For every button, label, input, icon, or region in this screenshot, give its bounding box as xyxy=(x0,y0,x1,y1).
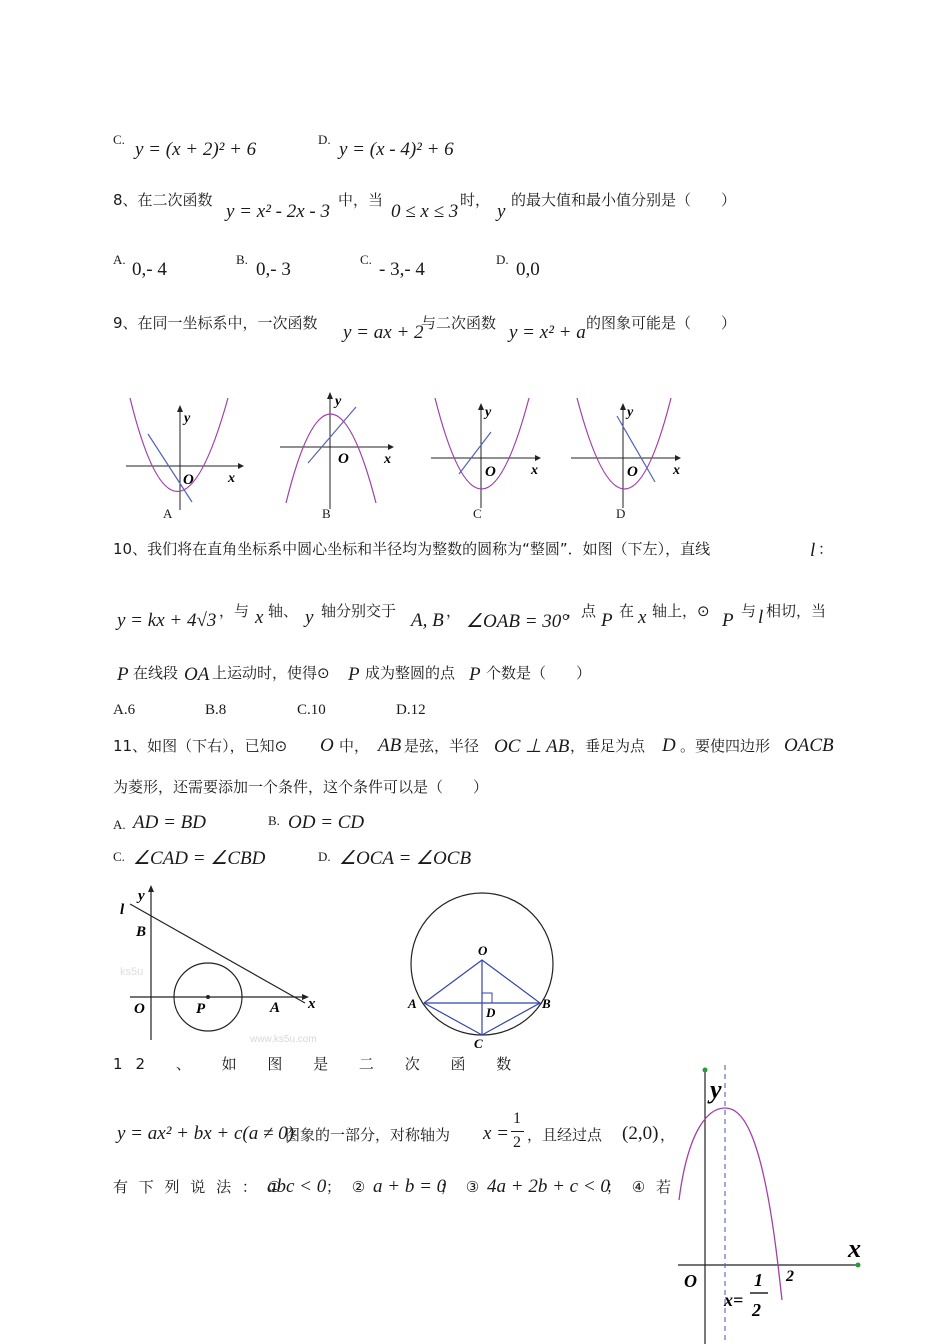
q11-option-c-value: ∠CAD = ∠CBD xyxy=(133,848,266,869)
q10-p-symbol-2: P xyxy=(722,610,734,631)
c-label: C xyxy=(474,1036,483,1051)
q11-figure xyxy=(400,880,570,1055)
q10-stem-line1: 10、我们将在直角坐标系中圆心坐标和半径均为整数的圆称为“整圆”．如图（下左），直线 xyxy=(113,540,711,558)
symmetry-x-label: x= xyxy=(724,1290,744,1310)
q11-text-3: 是弦，半径 xyxy=(404,737,480,755)
q11-text-2: 中， xyxy=(339,737,370,755)
q7-option-d-label: D. xyxy=(318,132,331,147)
q11-quadrilateral: OACB xyxy=(784,735,834,756)
x-axis-arrow xyxy=(388,444,394,450)
q12-equation: y = ax² + bx + c(a ≠ 0) xyxy=(117,1123,294,1144)
q9-linear-function: y = ax + 2 xyxy=(343,322,424,343)
q8-stem-prefix: 8、在二次函数 xyxy=(113,191,213,209)
q12-statement-3: 4a + 2b + c < 0 xyxy=(487,1176,610,1197)
b-label: B xyxy=(542,996,551,1011)
watermark-left: ks5u xyxy=(120,966,144,978)
y-label: y xyxy=(710,1075,722,1104)
tick-2-label: 2 xyxy=(786,1268,794,1285)
q11-option-c-label: C. xyxy=(113,849,125,864)
q12-graph xyxy=(670,1060,870,1344)
b-label: B xyxy=(136,924,147,940)
y-label: y xyxy=(138,888,145,904)
q10-line-l: l xyxy=(810,540,816,561)
q12-fraction-bar xyxy=(511,1131,524,1132)
x-label: x xyxy=(228,471,235,486)
q8-stem-mid2: 时， xyxy=(460,191,491,209)
y-axis-arrow xyxy=(478,403,484,410)
o-label: O xyxy=(478,943,488,958)
q10-text-6: 轴上，⊙ xyxy=(652,602,710,620)
q11-perpendicular: OC ⊥ AB xyxy=(494,736,570,757)
q10-line3-a: 在线段 xyxy=(133,664,179,682)
q8-stem-mid1: 中，当 xyxy=(338,191,384,209)
x-label: x xyxy=(673,463,680,478)
y-label: y xyxy=(627,405,634,420)
q10-text-2: 轴、 xyxy=(268,602,299,620)
fraction-denominator: 2 xyxy=(752,1300,761,1320)
q9-graph-b xyxy=(270,385,410,515)
q8-range: 0 ≤ x ≤ 3 xyxy=(391,201,459,222)
y-axis-arrow xyxy=(148,885,154,892)
q10-text-7: 与 xyxy=(741,602,757,620)
q9-quadratic-function: y = x² + a xyxy=(509,322,586,343)
q11-foot-d: D xyxy=(662,735,676,756)
q10-l-symbol: l xyxy=(758,607,764,628)
q12-line3-a: 有 下 列 说 法 ： ① xyxy=(113,1178,285,1196)
y-axis-arrow xyxy=(620,403,626,410)
origin-label: O xyxy=(627,464,638,480)
origin-label: O xyxy=(684,1271,697,1291)
x-label: x xyxy=(848,1234,861,1263)
q10-text-8: 相切，当 xyxy=(766,602,827,620)
q10-angle: ∠OAB = 30° xyxy=(466,611,569,632)
q12-point: (2,0) xyxy=(622,1123,659,1144)
y-axis-arrow xyxy=(327,392,333,399)
q12-axis-x: x = xyxy=(483,1123,510,1144)
q7-option-c-expr: y = (x + 2)² + 6 xyxy=(135,139,257,160)
q8-stem-suffix: 的最大值和最小值分别是（ ） xyxy=(511,191,737,209)
q12-fraction-denominator: 2 xyxy=(513,1134,521,1151)
q12-stem-line1: 12 、 如 图 是 二 次 函 数 xyxy=(113,1055,525,1073)
o-label: O xyxy=(134,1001,145,1017)
watermark-text: www.ks5u.com xyxy=(250,1034,317,1045)
y-label: y xyxy=(335,394,342,409)
q8-option-d-label: D. xyxy=(496,252,509,267)
q7-option-c-label: C. xyxy=(113,132,125,147)
q12-line3-b: ； ② xyxy=(326,1178,369,1196)
q12-text-1: 图象的一部分，对称轴为 xyxy=(285,1126,451,1144)
x-axis-end-point xyxy=(856,1263,861,1268)
q9-graph-b-label: B xyxy=(322,506,331,521)
q11-option-b-value: OD = CD xyxy=(288,812,365,833)
line-l xyxy=(130,904,305,1003)
y-axis-arrow xyxy=(177,405,183,412)
q11-circle-o: O xyxy=(320,735,334,756)
a-label: A xyxy=(270,1000,281,1016)
x-label: x xyxy=(384,452,391,467)
a-label: A xyxy=(408,996,417,1011)
right-angle-mark xyxy=(482,993,492,1003)
q10-option-b: B.8 xyxy=(205,702,227,718)
q10-x-symbol: x xyxy=(255,607,264,628)
q10-comma: ， xyxy=(446,602,462,620)
q9-graph-a xyxy=(120,390,250,520)
q9-graph-c-label: C xyxy=(473,506,482,521)
parabola xyxy=(130,398,228,492)
q10-points-ab: A, B xyxy=(411,610,444,631)
q11-stem-line2: 为菱形，还需要添加一个条件，这个条件可以是（ ） xyxy=(113,778,489,796)
q11-option-d-label: D. xyxy=(318,849,331,864)
q10-p-symbol: P xyxy=(601,610,613,631)
origin-label: O xyxy=(183,472,194,488)
y-label: y xyxy=(485,405,492,420)
q11-option-a-label: A. xyxy=(113,817,126,832)
q10-option-d: D.12 xyxy=(396,702,426,718)
fraction-numerator: 1 xyxy=(754,1270,763,1290)
q12-comma: ， xyxy=(660,1126,676,1144)
q8-option-b-value: 0,- 3 xyxy=(256,259,291,280)
q10-colon: ： xyxy=(818,540,834,558)
q8-function: y = x² - 2x - 3 xyxy=(226,201,330,222)
q9-stem-suffix: 的图象可能是（ ） xyxy=(586,314,737,332)
q12-text-2: ，且经过点 xyxy=(527,1126,603,1144)
q10-text-4: ，点 xyxy=(566,602,597,620)
x-axis-arrow xyxy=(238,463,244,469)
q11-text-4: ，垂足为点 xyxy=(570,737,646,755)
q10-figure xyxy=(110,880,330,1050)
x-axis-arrow xyxy=(675,455,681,461)
center-p xyxy=(206,995,210,999)
q12-line3-c: ； ③ xyxy=(440,1178,483,1196)
q11-text-1: 11、如图（下右），已知⊙ xyxy=(113,737,288,755)
q10-line3-c: 成为整圆的点 xyxy=(365,664,456,682)
origin-label: O xyxy=(338,451,349,467)
q10-p-symbol-3: P xyxy=(117,664,129,685)
q10-line3-d: 个数是（ ） xyxy=(486,664,592,682)
q9-graph-d xyxy=(565,390,695,520)
q10-line-equation: y = kx + 4√3 xyxy=(117,610,217,631)
parabola xyxy=(577,398,671,489)
x-axis-arrow xyxy=(535,455,541,461)
q9-stem-prefix: 9、在同一坐标系中，一次函数 xyxy=(113,314,318,332)
x-label: x xyxy=(308,996,316,1012)
q9-graph-d-label: D xyxy=(616,506,626,521)
q10-x-symbol-2: x xyxy=(638,607,647,628)
q10-line3-b: 上运动时，使得⊙ xyxy=(212,664,330,682)
q11-chord-ab: AB xyxy=(378,735,402,756)
q10-p-symbol-5: P xyxy=(469,664,481,685)
q10-text-1: ，与 xyxy=(219,602,250,620)
q12-statement-1: abc < 0 xyxy=(267,1176,327,1197)
q11-text-5: 。要使四边形 xyxy=(680,737,771,755)
q8-option-c-label: C. xyxy=(360,252,372,267)
q10-text-3: 轴分别交于 xyxy=(321,602,397,620)
x-label: x xyxy=(531,463,538,478)
q12-statement-2: a + b = 0 xyxy=(373,1176,447,1197)
q10-segment-oa: OA xyxy=(184,664,210,685)
parabola xyxy=(286,414,376,503)
q9-graph-c xyxy=(425,390,555,520)
q11-option-a-value: AD = BD xyxy=(133,812,206,833)
q10-option-c: C.10 xyxy=(297,702,326,718)
origin-label: O xyxy=(485,464,496,480)
q10-text-5: 在 xyxy=(619,602,635,620)
q8-option-d-value: 0,0 xyxy=(516,259,540,280)
l-label: l xyxy=(120,902,125,918)
q10-option-a: A.6 xyxy=(113,702,136,718)
q7-option-d-expr: y = (x - 4)² + 6 xyxy=(339,139,454,160)
y-label: y xyxy=(184,411,191,426)
q9-stem-mid: 与二次函数 xyxy=(421,314,497,332)
q9-graph-a-label: A xyxy=(163,506,173,521)
q12-line3-d: ； ④ 若 xyxy=(606,1178,674,1196)
line xyxy=(148,434,192,502)
q8-option-c-value: - 3,- 4 xyxy=(379,259,425,280)
q12-fraction-numerator: 1 xyxy=(513,1110,521,1127)
q11-option-b-label: B. xyxy=(268,813,280,828)
q10-y-symbol: y xyxy=(305,607,314,628)
p-label: P xyxy=(196,1001,206,1017)
d-label: D xyxy=(486,1005,496,1020)
q11-option-d-value: ∠OCA = ∠OCB xyxy=(339,848,472,869)
q8-y-symbol: y xyxy=(497,201,506,222)
q8-option-a-value: 0,- 4 xyxy=(132,259,167,280)
y-axis-end-point xyxy=(703,1068,708,1073)
q8-option-a-label: A. xyxy=(113,252,126,267)
q8-option-b-label: B. xyxy=(236,252,248,267)
q10-p-symbol-4: P xyxy=(348,664,360,685)
